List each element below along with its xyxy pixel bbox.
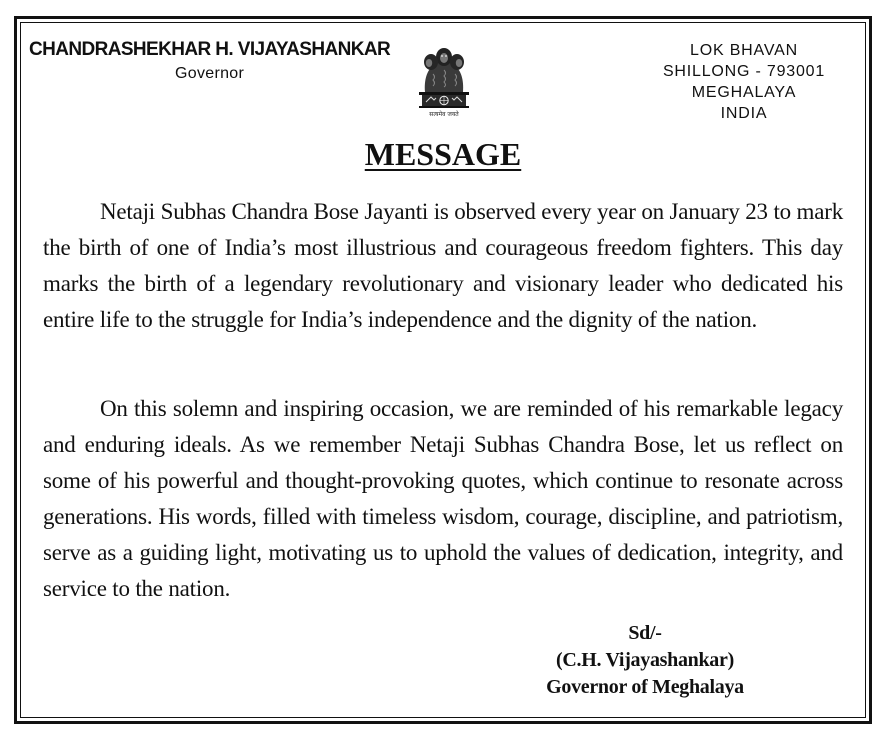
emblem-motto: सत्यमेव जयते (429, 111, 459, 118)
message-title: MESSAGE (364, 136, 522, 172)
inner-border (20, 22, 866, 718)
address-line: SHILLONG - 793001 (662, 63, 826, 80)
message-paragraph-2: On this solemn and inspiring occasion, we are reminded of his remarkable legacy and enduring ideals. As we remember Netaji Subhas Chandra Bose, let us reflect on some of his powerful and thought-provoking quotes, which continue to resonate across generations. His words, filled with timeless wisdom, courage, discipline, and patriotism, serve as a guiding light, motivating us to uphold the values of dedication, integrity, and service to the nation. (43, 396, 843, 601)
signatory-designation: Governor of Meghalaya (546, 676, 744, 698)
signature-block (520, 620, 770, 701)
signature-sd: Sd/- (628, 622, 662, 644)
address-line: LOK BHAVAN (690, 42, 798, 59)
letterhead-address (654, 40, 834, 124)
address-line: INDIA (720, 105, 768, 122)
governor-title: Governor (175, 65, 245, 82)
address-line: MEGHALAYA (691, 84, 797, 101)
message-heading (0, 134, 886, 174)
letterhead-left (29, 38, 390, 85)
governor-name: CHANDRASHEKHAR H. VIJAYASHANKAR (29, 39, 391, 60)
message-paragraph-1: Netaji Subhas Chandra Bose Jayanti is observed every year on January 23 to mark the birth of one of India’s most illustrious and courageous freedom fighters. This day marks the birth of a legendary revolutionary and visionary leader who dedicated his entire life to the struggle for India’s independence and the dignity of the nation. (43, 199, 843, 332)
national-emblem-icon (411, 34, 477, 120)
signatory-name: (C.H. Vijayashankar) (556, 649, 734, 671)
